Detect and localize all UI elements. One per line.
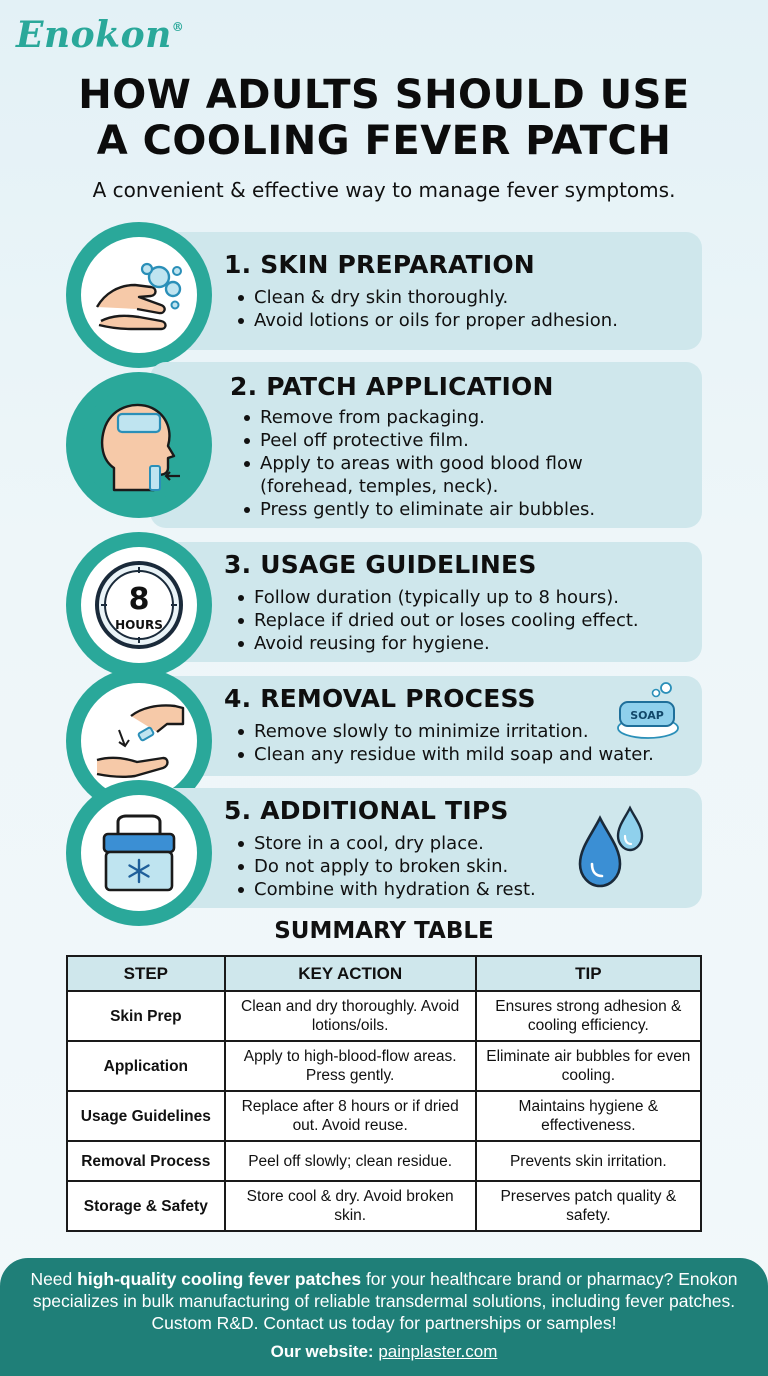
title-line-1: HOW ADULTS SHOULD USE [78, 72, 690, 118]
bullet-item: Remove slowly to minimize irritation. [234, 720, 678, 743]
cooler-box-icon [94, 808, 184, 898]
footer-website [0, 1342, 768, 1362]
header-tip: TIP [476, 956, 701, 991]
bullet-item: Apply to areas with good blood flow (forehead, temples, neck). [240, 452, 678, 498]
clock-label: HOURS [115, 618, 163, 632]
cell-step: Removal Process [67, 1141, 225, 1181]
cell-key-action: Peel off slowly; clean residue. [225, 1141, 476, 1181]
header-key-action: KEY ACTION [225, 956, 476, 991]
summary-table [66, 955, 702, 1232]
summary-title: SUMMARY TABLE [274, 918, 494, 944]
cell-step: Application [67, 1041, 225, 1091]
cell-key-action: Clean and dry thoroughly. Avoid lotions/oils. [225, 991, 476, 1041]
step-bullets [234, 720, 678, 766]
step-patch-application [0, 362, 768, 528]
cell-key-action: Replace after 8 hours or if dried out. Avoid reuse. [225, 1091, 476, 1141]
bullet-item: Combine with hydration & rest. [234, 878, 678, 901]
footer-highlight: high-quality cooling fever patches [77, 1269, 362, 1289]
step-heading: 5. ADDITIONAL TIPS [224, 796, 509, 825]
table-row [67, 1141, 701, 1181]
table-row [67, 1181, 701, 1231]
cell-tip: Preserves patch quality & safety. [476, 1181, 701, 1231]
bullet-item: Do not apply to broken skin. [234, 855, 678, 878]
bullet-item: Store in a cool, dry place. [234, 832, 678, 855]
soap-label: SOAP [630, 709, 664, 722]
step-heading: 4. REMOVAL PROCESS [224, 684, 536, 713]
cell-key-action: Apply to high-blood-flow areas. Press gently. [225, 1041, 476, 1091]
table-row [67, 1091, 701, 1141]
page-title [0, 72, 768, 164]
registered-mark: ® [171, 20, 185, 34]
footer-message [0, 1268, 768, 1334]
step-heading: 2. PATCH APPLICATION [230, 372, 554, 401]
bullet-item: Remove from packaging. [240, 406, 678, 429]
bullet-item: Press gently to eliminate air bubbles. [240, 498, 678, 521]
step-heading: 3. USAGE GUIDELINES [224, 550, 537, 579]
hand-washing-icon [91, 255, 187, 335]
cell-key-action: Store cool & dry. Avoid broken skin. [225, 1181, 476, 1231]
website-label: Our website: [270, 1342, 374, 1361]
bullet-item: Clean & dry skin thoroughly. [234, 286, 678, 309]
step-bullets [240, 406, 678, 521]
footer-text: for your healthcare brand or pharmacy? Enokon specializes in bulk manufacturing of reliable transdermal solutions, including fever patches. Custom R&D. Contact us today for partnerships or samples! [32, 1269, 738, 1333]
bullet-item: Replace if dried out or loses cooling effect. [234, 609, 678, 632]
step-icon-circle [66, 372, 212, 518]
cell-step: Usage Guidelines [67, 1091, 225, 1141]
soap-icon [614, 680, 684, 742]
website-link[interactable]: painplaster.com [378, 1342, 498, 1361]
hand-removing-patch-icon [91, 696, 187, 786]
clock-number: 8 [128, 582, 150, 617]
step-bullets [234, 586, 678, 655]
step-icon-circle [66, 780, 212, 926]
table-row [67, 991, 701, 1041]
water-drops-icon [570, 804, 650, 896]
head-with-patch-icon [84, 390, 194, 500]
brand-name: Enokon [16, 14, 172, 56]
bullet-item: Avoid reusing for hygiene. [234, 632, 678, 655]
bullet-item: Clean any residue with mild soap and water. [234, 743, 678, 766]
cell-step: Skin Prep [67, 991, 225, 1041]
bullet-item: Avoid lotions or oils for proper adhesion. [234, 309, 678, 332]
cell-tip: Ensures strong adhesion & cooling efficiency. [476, 991, 701, 1041]
footer-text: Need [30, 1269, 78, 1289]
cell-tip: Prevents skin irritation. [476, 1141, 701, 1181]
cell-step: Storage & Safety [67, 1181, 225, 1231]
table-header-row [67, 956, 701, 991]
header-step: STEP [67, 956, 225, 991]
step-removal-process [0, 676, 768, 776]
footer-banner [0, 1258, 768, 1376]
step-bullets [234, 286, 678, 332]
cell-tip: Eliminate air bubbles for even cooling. [476, 1041, 701, 1091]
step-icon-circle [66, 532, 212, 678]
step-additional-tips [0, 788, 768, 908]
clock-icon [91, 557, 187, 653]
brand-logo [16, 14, 184, 56]
step-icon-circle [66, 222, 212, 368]
step-usage-guidelines [0, 542, 768, 662]
table-row [67, 1041, 701, 1091]
step-skin-preparation [0, 232, 768, 350]
page-subtitle: A convenient & effective way to manage fever symptoms. [92, 178, 676, 202]
cell-tip: Maintains hygiene & effectiveness. [476, 1091, 701, 1141]
bullet-item: Peel off protective film. [240, 429, 678, 452]
bullet-item: Follow duration (typically up to 8 hours). [234, 586, 678, 609]
step-heading: 1. SKIN PREPARATION [224, 250, 535, 279]
title-line-2: A COOLING FEVER PATCH [96, 118, 672, 164]
